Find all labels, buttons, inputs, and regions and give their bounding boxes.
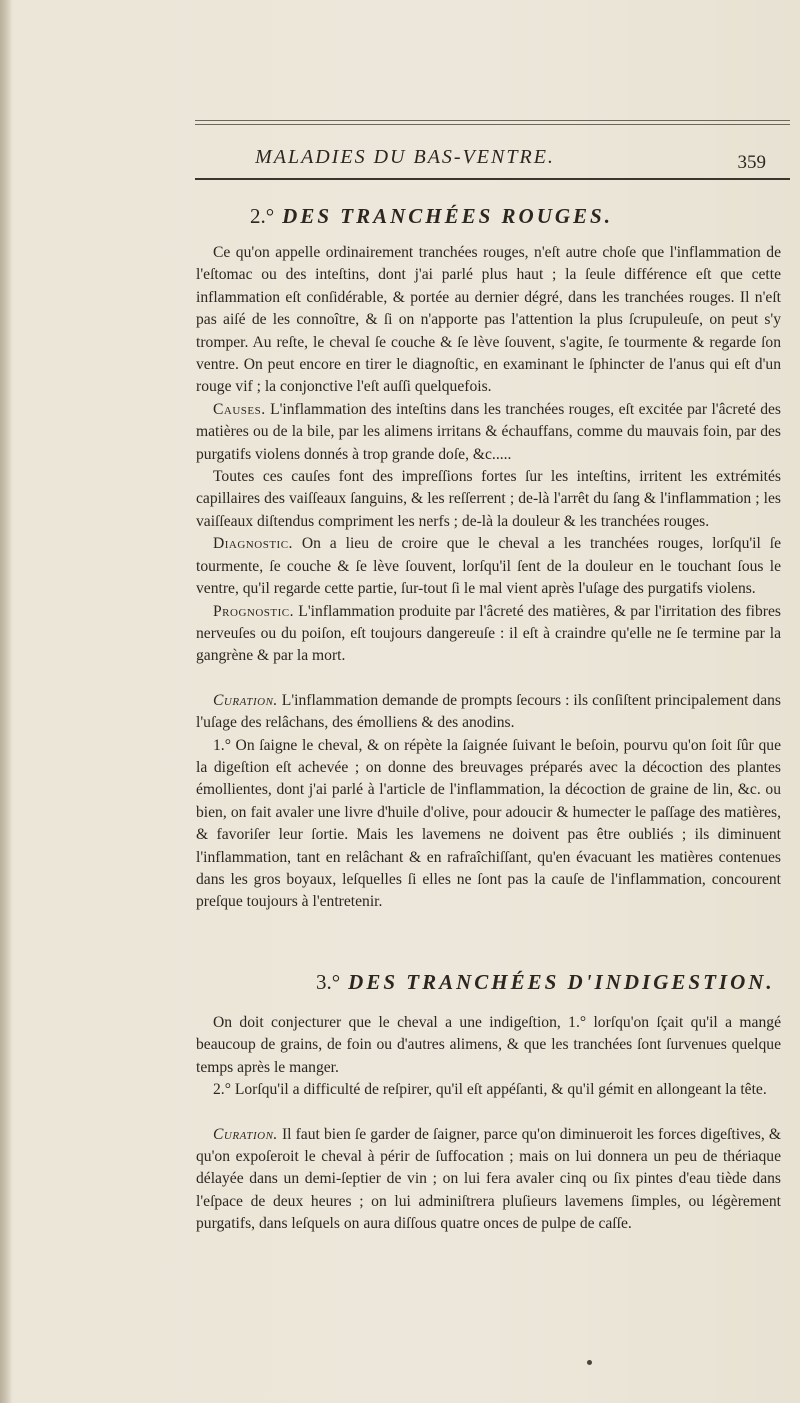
top-rule <box>195 120 790 125</box>
curation-label: Curation. <box>213 1125 278 1143</box>
paragraph: Ce qu'on appelle ordinairement tranchées rouges, n'eſt autre choſe que l'inflammation de l'eſtomac ou des inteſtins, dont j'ai parlé plus haut ; la ſeule différence eſt que cette inflammation eſt conſidérable, & portée au dernier dégré, dans les tranchées rouges. Il n'eſt pas aiſé de les connoître, & ſi on n'apporte pas l'attention la plus ſcrupuleuſe, on peut s'y tromper. Au reſte, le cheval ſe couche & ſe lève ſouvent, s'agite, ſe tourmente & regarde ſon ventre. On peut encore en tirer le diagnoſtic, en examinant le ſphincter de l'anus qui eſt d'un rouge vif ; la conjonctive l'eſt auſſi quelquefois. <box>196 244 781 396</box>
paragraph-curation <box>196 690 781 735</box>
paragraph: Toutes ces cauſes font des impreſſions fortes ſur les inteſtins, irritent les extrémités capillaires des vaiſſeaux ſanguins, & les reſſerrent ; de-là l'arrêt du ſang & l'inflammation ; les vaiſſeaux diſtendus compriment les nerfs ; de-là la douleur & les tranchées rouges. <box>196 468 781 530</box>
curation-text: L'inflammation demande de prompts ſecours : ils conſiſtent principalement dans l'uſage des relâchans, des émolliens & des anodins. <box>196 691 781 732</box>
ink-dot <box>587 1360 592 1365</box>
section-number: 2.° <box>250 204 275 228</box>
curation-label: Curation. <box>213 691 278 709</box>
binding-shadow <box>0 0 12 1403</box>
page-number: 359 <box>737 152 766 173</box>
section1-body <box>196 242 781 914</box>
section2-body <box>196 1012 781 1236</box>
causes-label: Causes. <box>213 400 266 418</box>
paragraph-causes <box>196 399 781 466</box>
section-title-tranchees-rouges <box>250 204 613 229</box>
causes-text: L'inflammation des inteſtins dans les tranchées rouges, eſt excitée par l'âcreté des matières ou de la bile, par les alimens irritans & échauffans, comme du mauvais foin, par des purgatifs violens donnés à trop grande doſe, &c..... <box>196 400 781 463</box>
paragraph: 2.° Lorſqu'il a difficulté de reſpirer, qu'il eſt appéſanti, & qu'il gémit en allongeant la tête. <box>213 1081 767 1099</box>
running-head: MALADIES DU BAS-VENTRE. <box>255 146 555 168</box>
section-title-text: DES TRANCHÉES ROUGES. <box>282 204 613 228</box>
curation-text: Il faut bien ſe garder de ſaigner, parce qu'on diminueroit les forces digeſtives, & qu'on expoſeroit le cheval à périr de ſuffocation ; mais on lui donnera un peu de thériaque délayée dans un demi-ſeptier de vin ; on lui fera avaler cinq ou ſix pintes d'eau tiède dans l'eſpace de deux heures ; on lui adminiſtrera pluſieurs lavemens ſimples, ou légèrement purgatifs, dans leſquels on aura diſſous quatre onces de pulpe de caſſe. <box>196 1125 781 1233</box>
paragraph-curation <box>196 1124 781 1236</box>
section-title-tranchees-indigestion <box>316 970 775 995</box>
prognostic-text: L'inflammation produite par l'âcreté des matières, & par l'irritation des fibres nerveuſes ou du poiſon, eſt toujours dangereuſe : il eſt à craindre qu'elle ne ſe termine par la gangrène & par la mort. <box>196 602 781 665</box>
prognostic-label: Prognostic. <box>213 602 295 620</box>
diagnostic-label: Diagnostic. <box>213 535 293 553</box>
header-rule <box>195 178 790 180</box>
paragraph-prognostic <box>196 601 781 668</box>
paragraph: On doit conjecturer que le cheval a une indigeſtion, 1.° lorſqu'on ſçait qu'il a mangé beaucoup de grains, de foin ou d'autres alimens, & que les tranchées ſont ſurvenues quelque temps après le manger. <box>196 1014 781 1076</box>
paragraph-diagnostic <box>196 533 781 600</box>
section-title-text: DES TRANCHÉES D'INDIGESTION. <box>348 970 775 994</box>
section-number: 3.° <box>316 970 341 994</box>
diagnostic-text: On a lieu de croire que le cheval a les tranchées rouges, lorſqu'il ſe tourmente, ſe couche & ſe lève ſouvent, lorſqu'il ſent de la douleur en le touchant ſous le ventre, qu'il regarde cette partie, ſur-tout ſi le mal vient après l'uſage des purgatifs violens. <box>196 535 781 598</box>
paragraph: 1.° On ſaigne le cheval, & on répète la ſaignée ſuivant le beſoin, pourvu qu'on ſoit ſûr que la digeſtion eſt achevée ; on donne des breuvages préparés avec la décoction des plantes émollientes, dont j'ai parlé à l'article de l'inflammation, la décoction de graine de lin, &c. ou bien, on fait avaler une livre d'huile d'olive, pour adoucir & humecter le paſſage des matières, & favoriſer leur ſortie. Mais les lavemens ne doivent pas être oubliés ; ils diminuent l'inflammation, tant en relâchant & en rafraîchiſſant, qu'en évacuant les matières contenues dans les gros boyaux, leſquelles ſi elles ne ſont pas la cauſe de l'inflammation, concourent preſque toujours à l'entretenir. <box>196 736 781 911</box>
